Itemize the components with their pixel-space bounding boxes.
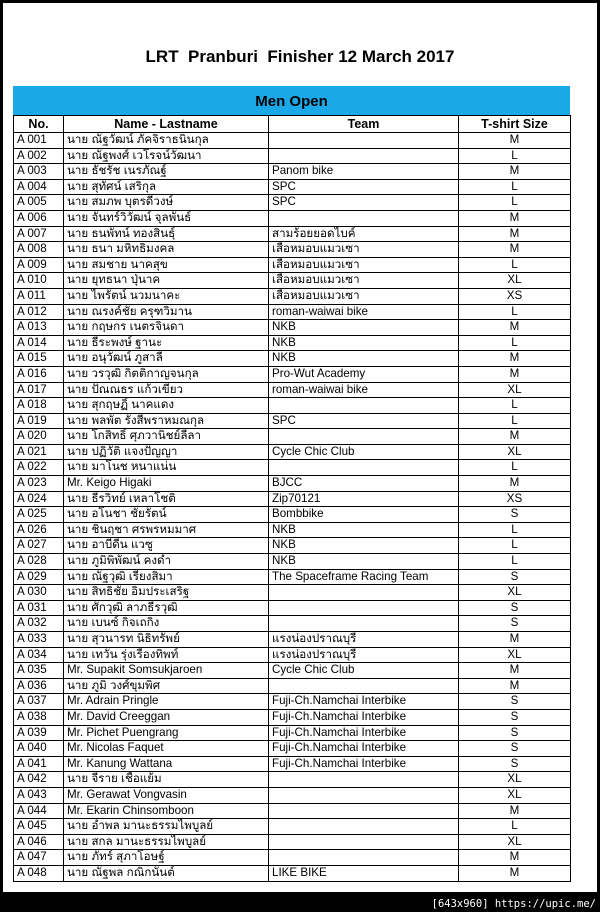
cell-name: นาย อำพล มานะธรรมไพบูลย์ [64, 819, 269, 835]
cell-no: A 035 [14, 663, 64, 679]
cell-size: S [459, 709, 571, 725]
table-row [14, 460, 571, 476]
cell-no: A 027 [14, 538, 64, 554]
cell-name: Mr. Adrain Pringle [64, 694, 269, 710]
cell-size: M [459, 366, 571, 382]
cell-team [269, 803, 459, 819]
cell-name: Mr. Keigo Higaki [64, 476, 269, 492]
cell-team: Bombbike [269, 507, 459, 523]
table-row [14, 133, 571, 149]
cell-name: Mr. Ekarin Chinsomboon [64, 803, 269, 819]
cell-name: Mr. Supakit Somsukjaroen [64, 663, 269, 679]
finisher-table [13, 115, 571, 882]
cell-team: แรงน่องปราณบุรี [269, 632, 459, 648]
cell-no: A 010 [14, 273, 64, 289]
cell-team: Fuji-Ch.Namchai Interbike [269, 694, 459, 710]
cell-size: L [459, 460, 571, 476]
cell-size: S [459, 569, 571, 585]
cell-team [269, 616, 459, 632]
table-row [14, 819, 571, 835]
cell-name: นาย จันทร์วิวัฒน์ จุลพันธ์ [64, 210, 269, 226]
cell-no: A 017 [14, 382, 64, 398]
table-row [14, 725, 571, 741]
cell-name: นาย ศักวุฒิ ลาภธีรวุฒิ [64, 600, 269, 616]
cell-size: S [459, 756, 571, 772]
cell-no: A 008 [14, 242, 64, 258]
cell-no: A 012 [14, 304, 64, 320]
cell-no: A 019 [14, 413, 64, 429]
cell-no: A 030 [14, 585, 64, 601]
cell-size: M [459, 663, 571, 679]
cell-size: M [459, 476, 571, 492]
cell-team: แรงน่องปราณบุรี [269, 647, 459, 663]
table-row [14, 803, 571, 819]
page-title: LRT Pranburi Finisher 12 March 2017 [145, 47, 455, 66]
table-row [14, 709, 571, 725]
table-row [14, 273, 571, 289]
cell-no: A 014 [14, 335, 64, 351]
cell-team: SPC [269, 179, 459, 195]
cell-size: S [459, 616, 571, 632]
cell-size: L [459, 257, 571, 273]
table-row [14, 179, 571, 195]
cell-no: A 018 [14, 398, 64, 414]
cell-no: A 022 [14, 460, 64, 476]
table-row [14, 413, 571, 429]
cell-size: S [459, 694, 571, 710]
cell-team: Zip70121 [269, 491, 459, 507]
cell-no: A 007 [14, 226, 64, 242]
cell-no: A 011 [14, 288, 64, 304]
cell-no: A 037 [14, 694, 64, 710]
table-row [14, 257, 571, 273]
cell-size: M [459, 429, 571, 445]
table-row [14, 787, 571, 803]
cell-no: A 004 [14, 179, 64, 195]
cell-size: M [459, 865, 571, 881]
cell-team [269, 133, 459, 149]
cell-name: นาย ชินฤชา ศรพรหมมาศ [64, 522, 269, 538]
cell-team: Cycle Chic Club [269, 444, 459, 460]
cell-name: นาย สกล มานะธรรมไพบูลย์ [64, 834, 269, 850]
cell-size: L [459, 554, 571, 570]
cell-team: SPC [269, 413, 459, 429]
cell-team: Panom bike [269, 164, 459, 180]
cell-team [269, 787, 459, 803]
cell-team: roman-waiwai bike [269, 382, 459, 398]
cell-size: L [459, 335, 571, 351]
cell-name: นาย เบนซ์ กิจเถกิง [64, 616, 269, 632]
cell-name: นาย อนุวัฒน์ ภูสาลี [64, 351, 269, 367]
cell-name: นาย อโนชา ชัยรัตน์ [64, 507, 269, 523]
cell-name: Mr. Pichet Puengrang [64, 725, 269, 741]
table-header-row [14, 116, 571, 133]
cell-team: Fuji-Ch.Namchai Interbike [269, 709, 459, 725]
cell-team: Fuji-Ch.Namchai Interbike [269, 725, 459, 741]
table-row [14, 600, 571, 616]
table-row [14, 444, 571, 460]
cell-size: M [459, 226, 571, 242]
cell-name: นาย ธนา มหิทธิมงคล [64, 242, 269, 258]
header-no: No. [14, 116, 64, 133]
table-row [14, 834, 571, 850]
table-row [14, 678, 571, 694]
cell-team [269, 460, 459, 476]
cell-no: A 028 [14, 554, 64, 570]
table-row [14, 522, 571, 538]
cell-name: นาย ปัณณธร แก้วเขียว [64, 382, 269, 398]
cell-size: L [459, 538, 571, 554]
cell-name: Mr. David Creeggan [64, 709, 269, 725]
cell-size: L [459, 522, 571, 538]
cell-name: นาย ภูมิ วงศ์ขุมพิศ [64, 678, 269, 694]
cell-team [269, 850, 459, 866]
cell-name: นาย พลพัต รังสีพราหมณกุล [64, 413, 269, 429]
cell-size: XS [459, 491, 571, 507]
cell-team: Cycle Chic Club [269, 663, 459, 679]
cell-team [269, 585, 459, 601]
cell-size: L [459, 398, 571, 414]
cell-size: XS [459, 288, 571, 304]
cell-size: L [459, 304, 571, 320]
table-row [14, 398, 571, 414]
cell-size: M [459, 133, 571, 149]
cell-name: นาย จีราย เชื้อแย้ม [64, 772, 269, 788]
table-row [14, 320, 571, 336]
cell-no: A 031 [14, 600, 64, 616]
cell-no: A 015 [14, 351, 64, 367]
table-row [14, 616, 571, 632]
cell-no: A 029 [14, 569, 64, 585]
cell-team: NKB [269, 554, 459, 570]
cell-size: XL [459, 585, 571, 601]
cell-name: นาย สมภพ บุตรดีวงษ์ [64, 195, 269, 211]
cell-size: M [459, 164, 571, 180]
cell-no: A 044 [14, 803, 64, 819]
table-row [14, 304, 571, 320]
cell-name: นาย สุกฤษฏิ์ นาคแดง [64, 398, 269, 414]
cell-no: A 048 [14, 865, 64, 881]
cell-team: NKB [269, 351, 459, 367]
cell-name: นาย ณรงค์ชัย ครุฑวิมาน [64, 304, 269, 320]
table-row [14, 491, 571, 507]
cell-no: A 020 [14, 429, 64, 445]
cell-no: A 006 [14, 210, 64, 226]
table-row [14, 195, 571, 211]
cell-team [269, 148, 459, 164]
cell-name: นาย สิทธิชัย อิ่มประเสริฐ [64, 585, 269, 601]
cell-size: L [459, 195, 571, 211]
cell-name: นาย วรวุฒิ กิตติกาญจนกุล [64, 366, 269, 382]
cell-team: เสือหมอบแมวเซา [269, 288, 459, 304]
cell-name: นาย ปฏิวัติ แจงปัญญา [64, 444, 269, 460]
cell-size: S [459, 507, 571, 523]
cell-team [269, 210, 459, 226]
header-name: Name - Lastname [64, 116, 269, 133]
table-row [14, 772, 571, 788]
watermark: [643x960] https://upic.me/ [431, 898, 596, 910]
cell-team: เสือหมอบแมวเซา [269, 273, 459, 289]
cell-name: Mr. Kanung Wattana [64, 756, 269, 772]
cell-team: The Spaceframe Racing Team [269, 569, 459, 585]
cell-size: XL [459, 787, 571, 803]
table-row [14, 366, 571, 382]
table-row [14, 850, 571, 866]
category-banner: Men Open [13, 86, 570, 115]
cell-size: M [459, 632, 571, 648]
cell-no: A 040 [14, 741, 64, 757]
cell-team [269, 600, 459, 616]
cell-no: A 003 [14, 164, 64, 180]
cell-team [269, 678, 459, 694]
cell-name: นาย ธนพัทน์ ทองสินธุ์ [64, 226, 269, 242]
cell-name: นาย สุทัศน์ เสริกุล [64, 179, 269, 195]
cell-no: A 047 [14, 850, 64, 866]
cell-team: BJCC [269, 476, 459, 492]
cell-team: เสือหมอบแมวเซา [269, 257, 459, 273]
cell-no: A 026 [14, 522, 64, 538]
cell-size: M [459, 678, 571, 694]
cell-name: นาย ธีระพงษ์ ฐานะ [64, 335, 269, 351]
cell-name: นาย ณัฐวุฒิ เรียงสิมา [64, 569, 269, 585]
table-row [14, 694, 571, 710]
cell-no: A 046 [14, 834, 64, 850]
cell-team: NKB [269, 522, 459, 538]
table-row [14, 476, 571, 492]
table-row [14, 429, 571, 445]
cell-name: นาย ภูมิพิพัฒน์ คงดำ [64, 554, 269, 570]
cell-size: XL [459, 444, 571, 460]
cell-size: XL [459, 834, 571, 850]
cell-no: A 013 [14, 320, 64, 336]
cell-size: XL [459, 772, 571, 788]
cell-team: Fuji-Ch.Namchai Interbike [269, 741, 459, 757]
cell-name: นาย เทวัน รุ่งเรืองทิพท์ [64, 647, 269, 663]
cell-size: XL [459, 647, 571, 663]
table-row [14, 663, 571, 679]
cell-size: L [459, 819, 571, 835]
table-row [14, 554, 571, 570]
cell-no: A 042 [14, 772, 64, 788]
table-row [14, 226, 571, 242]
cell-size: M [459, 320, 571, 336]
table-row [14, 164, 571, 180]
cell-no: A 045 [14, 819, 64, 835]
cell-size: S [459, 600, 571, 616]
cell-no: A 001 [14, 133, 64, 149]
cell-team [269, 819, 459, 835]
cell-team [269, 398, 459, 414]
cell-no: A 023 [14, 476, 64, 492]
cell-name: นาย ยุทธนา ปุ่นาค [64, 273, 269, 289]
cell-no: A 033 [14, 632, 64, 648]
cell-no: A 032 [14, 616, 64, 632]
cell-team [269, 772, 459, 788]
header-team: Team [269, 116, 459, 133]
document-page [3, 3, 597, 892]
cell-no: A 009 [14, 257, 64, 273]
cell-team: Fuji-Ch.Namchai Interbike [269, 756, 459, 772]
cell-name: นาย ไพรัตน์ นวมนาคะ [64, 288, 269, 304]
cell-size: M [459, 242, 571, 258]
table-row [14, 242, 571, 258]
cell-no: A 016 [14, 366, 64, 382]
table-row [14, 538, 571, 554]
cell-no: A 025 [14, 507, 64, 523]
table-row [14, 741, 571, 757]
cell-no: A 002 [14, 148, 64, 164]
table-row [14, 569, 571, 585]
cell-name: นาย มาโนช หนาแน่น [64, 460, 269, 476]
table-row [14, 351, 571, 367]
cell-name: นาย ธัชรัช เนรภัณฐ์ [64, 164, 269, 180]
cell-name: นาย ธีรวิทย์ เหลาโชติ [64, 491, 269, 507]
cell-no: A 039 [14, 725, 64, 741]
cell-size: M [459, 210, 571, 226]
cell-name: Mr. Nicolas Faquet [64, 741, 269, 757]
table-row [14, 756, 571, 772]
table-row [14, 865, 571, 881]
table-row [14, 335, 571, 351]
cell-no: A 021 [14, 444, 64, 460]
cell-no: A 038 [14, 709, 64, 725]
cell-team: roman-waiwai bike [269, 304, 459, 320]
cell-size: L [459, 413, 571, 429]
table-row [14, 382, 571, 398]
cell-name: Mr. Gerawat Vongvasin [64, 787, 269, 803]
cell-team: SPC [269, 195, 459, 211]
table-row [14, 507, 571, 523]
cell-size: M [459, 803, 571, 819]
cell-no: A 034 [14, 647, 64, 663]
cell-size: L [459, 148, 571, 164]
cell-team: เสือหมอบแมวเซา [269, 242, 459, 258]
cell-name: นาย กฤษกร เนตรจินดา [64, 320, 269, 336]
cell-name: นาย สมชาย นาคสุข [64, 257, 269, 273]
cell-size: M [459, 351, 571, 367]
table-row [14, 210, 571, 226]
cell-name: นาย โกสิทธิ์ ศุภวานิชย์ลีลา [64, 429, 269, 445]
table-row [14, 288, 571, 304]
cell-name: นาย ภัทร์ สุภาโอษฐ์ [64, 850, 269, 866]
cell-size: S [459, 725, 571, 741]
cell-name: นาย ณัฐพล กณิกนันต์ [64, 865, 269, 881]
cell-name: นาย อาบีดีน แวซู [64, 538, 269, 554]
cell-no: A 005 [14, 195, 64, 211]
cell-team [269, 429, 459, 445]
cell-team: NKB [269, 320, 459, 336]
cell-no: A 043 [14, 787, 64, 803]
cell-team: NKB [269, 538, 459, 554]
cell-team: Pro-Wut Academy [269, 366, 459, 382]
cell-no: A 036 [14, 678, 64, 694]
cell-team: LIKE BIKE [269, 865, 459, 881]
cell-name: นาย สุวนารท นิธิทรัพย์ [64, 632, 269, 648]
table-row [14, 148, 571, 164]
cell-name: นาย ณัฐพงศ์ เวโรจน์วัฒนา [64, 148, 269, 164]
cell-size: M [459, 850, 571, 866]
cell-size: XL [459, 273, 571, 289]
cell-no: A 024 [14, 491, 64, 507]
table-row [14, 632, 571, 648]
cell-name: นาย ณัฐวัฒน์ ภัคจิราธนินกุล [64, 133, 269, 149]
cell-size: S [459, 741, 571, 757]
cell-size: L [459, 179, 571, 195]
cell-no: A 041 [14, 756, 64, 772]
table-row [14, 585, 571, 601]
table-row [14, 647, 571, 663]
header-tshirt-size: T-shirt Size [459, 116, 571, 133]
cell-team [269, 834, 459, 850]
cell-team: สามร้อยยอดไบค์ [269, 226, 459, 242]
cell-size: XL [459, 382, 571, 398]
cell-team: NKB [269, 335, 459, 351]
